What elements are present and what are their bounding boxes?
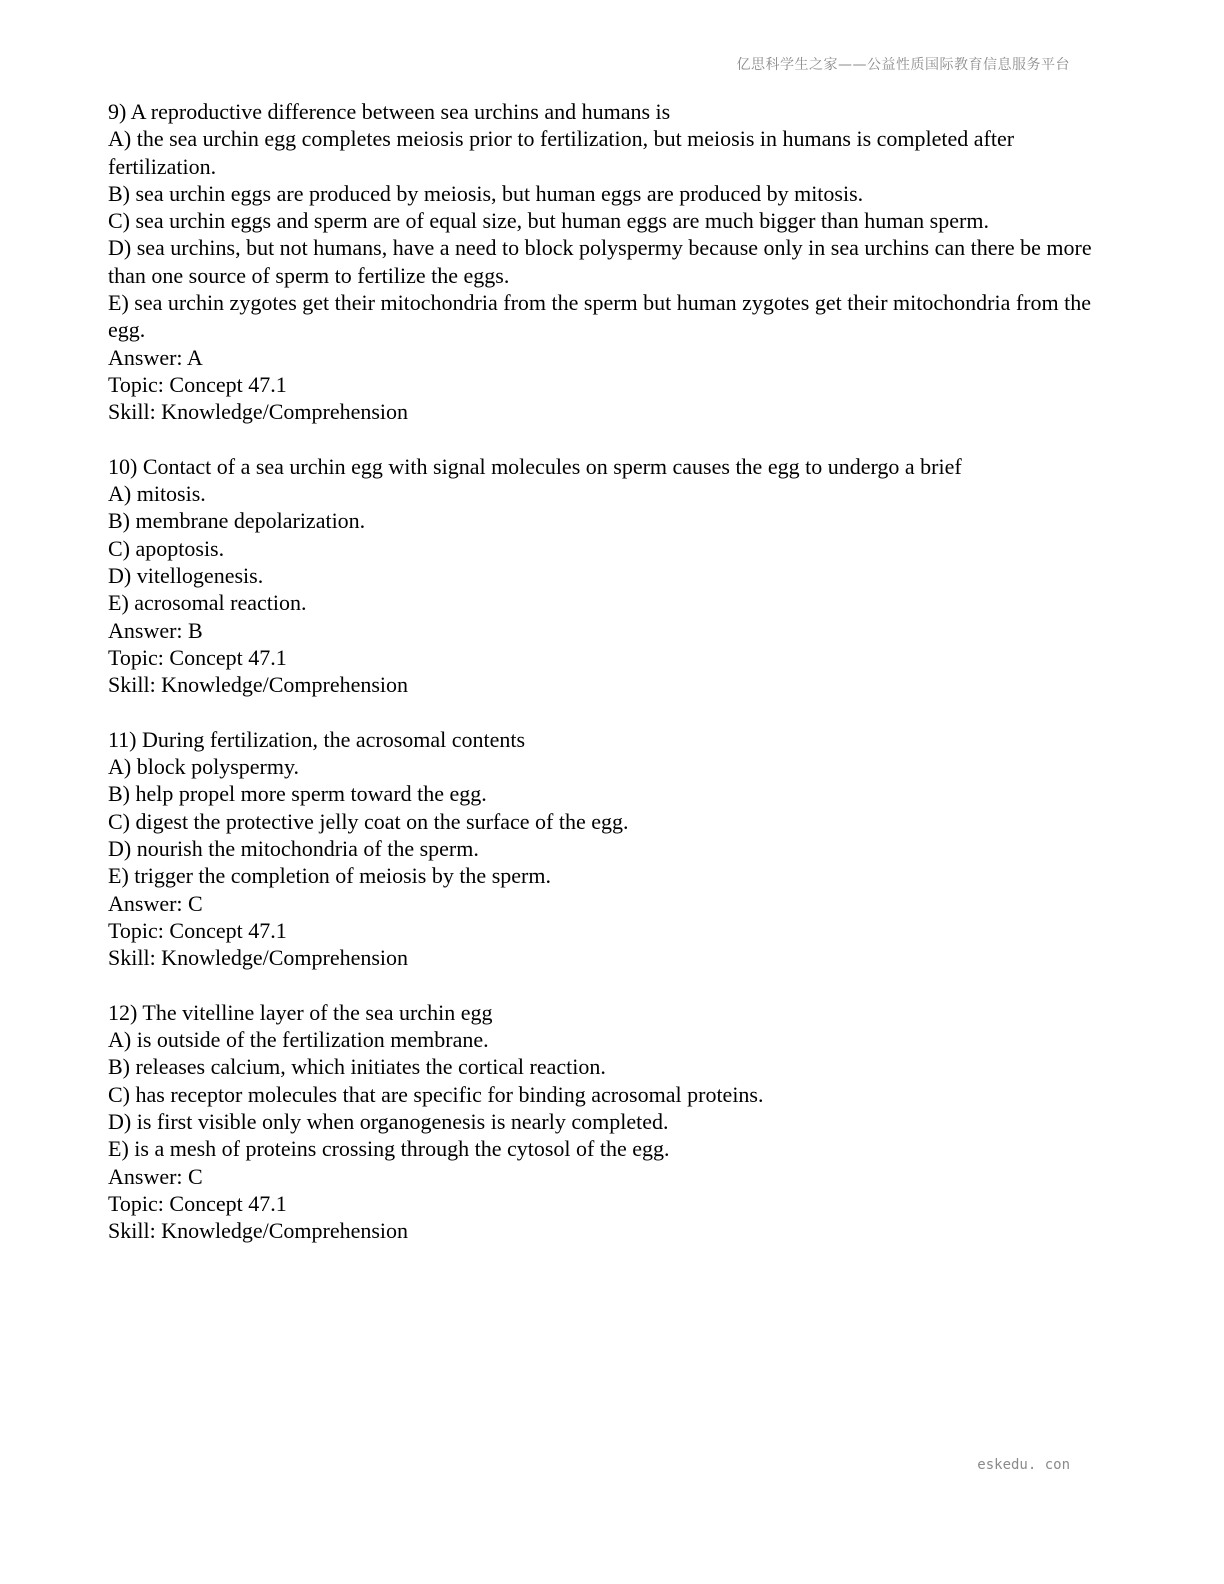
answer-line: Answer: B [108, 617, 203, 643]
skill-line: Skill: Knowledge/Comprehension [108, 399, 409, 425]
question-stem: 12) The vitelline layer of the sea urchin egg [108, 999, 493, 1025]
question-list [108, 98, 1098, 1272]
option-d: D) vitellogenesis. [108, 563, 264, 589]
option-c: C) digest the protective jelly coat on the surface of the egg. [108, 808, 629, 834]
option-e: E) is a mesh of proteins crossing through the cytosol of the egg. [108, 1136, 670, 1162]
question-9 [108, 98, 1098, 426]
option-a: A) the sea urchin egg completes meiosis prior to fertilization, but meiosis in humans is completed after fertilization. [108, 126, 1015, 179]
option-e: E) sea urchin zygotes get their mitochondria from the sperm but human zygotes get their mitochondria from the egg. [108, 290, 1091, 343]
question-stem: 10) Contact of a sea urchin egg with signal molecules on sperm causes the egg to undergo a brief [108, 453, 962, 479]
topic-line: Topic: Concept 47.1 [108, 371, 287, 397]
option-c: C) sea urchin eggs and sperm are of equal size, but human eggs are much bigger than human sperm. [108, 208, 989, 234]
option-a: A) is outside of the fertilization membrane. [108, 1027, 489, 1053]
option-d: D) is first visible only when organogenesis is nearly completed. [108, 1108, 669, 1134]
skill-line: Skill: Knowledge/Comprehension [108, 945, 409, 971]
option-e: E) trigger the completion of meiosis by the sperm. [108, 863, 551, 889]
option-a: A) mitosis. [108, 481, 206, 507]
question-12 [108, 999, 1098, 1245]
topic-line: Topic: Concept 47.1 [108, 1190, 287, 1216]
option-d: D) sea urchins, but not humans, have a need to block polyspermy because only in sea urchins can there be more than one source of sperm to fertilize the eggs. [108, 235, 1092, 288]
option-c: C) apoptosis. [108, 535, 225, 561]
answer-line: Answer: A [108, 344, 203, 370]
answer-line: Answer: C [108, 890, 203, 916]
question-stem: 9) A reproductive difference between sea urchins and humans is [108, 99, 671, 124]
topic-line: Topic: Concept 47.1 [108, 917, 287, 943]
option-a: A) block polyspermy. [108, 754, 300, 780]
question-10 [108, 453, 1098, 699]
option-d: D) nourish the mitochondria of the sperm. [108, 836, 479, 862]
question-stem: 11) During fertilization, the acrosomal contents [108, 726, 526, 752]
site-header: 亿思科学生之家——公益性质国际教育信息服务平台 [736, 57, 1070, 73]
option-b: B) help propel more sperm toward the egg. [108, 781, 487, 807]
site-footer-url: eskedu. con [977, 1457, 1070, 1473]
answer-line: Answer: C [108, 1163, 203, 1189]
skill-line: Skill: Knowledge/Comprehension [108, 1218, 409, 1244]
option-b: B) sea urchin eggs are produced by meiosis, but human eggs are produced by mitosis. [108, 180, 864, 206]
topic-line: Topic: Concept 47.1 [108, 644, 287, 670]
question-11 [108, 726, 1098, 972]
option-e: E) acrosomal reaction. [108, 590, 307, 616]
option-b: B) membrane depolarization. [108, 508, 366, 534]
skill-line: Skill: Knowledge/Comprehension [108, 672, 409, 698]
option-b: B) releases calcium, which initiates the cortical reaction. [108, 1054, 606, 1080]
option-c: C) has receptor molecules that are specific for binding acrosomal proteins. [108, 1081, 764, 1107]
